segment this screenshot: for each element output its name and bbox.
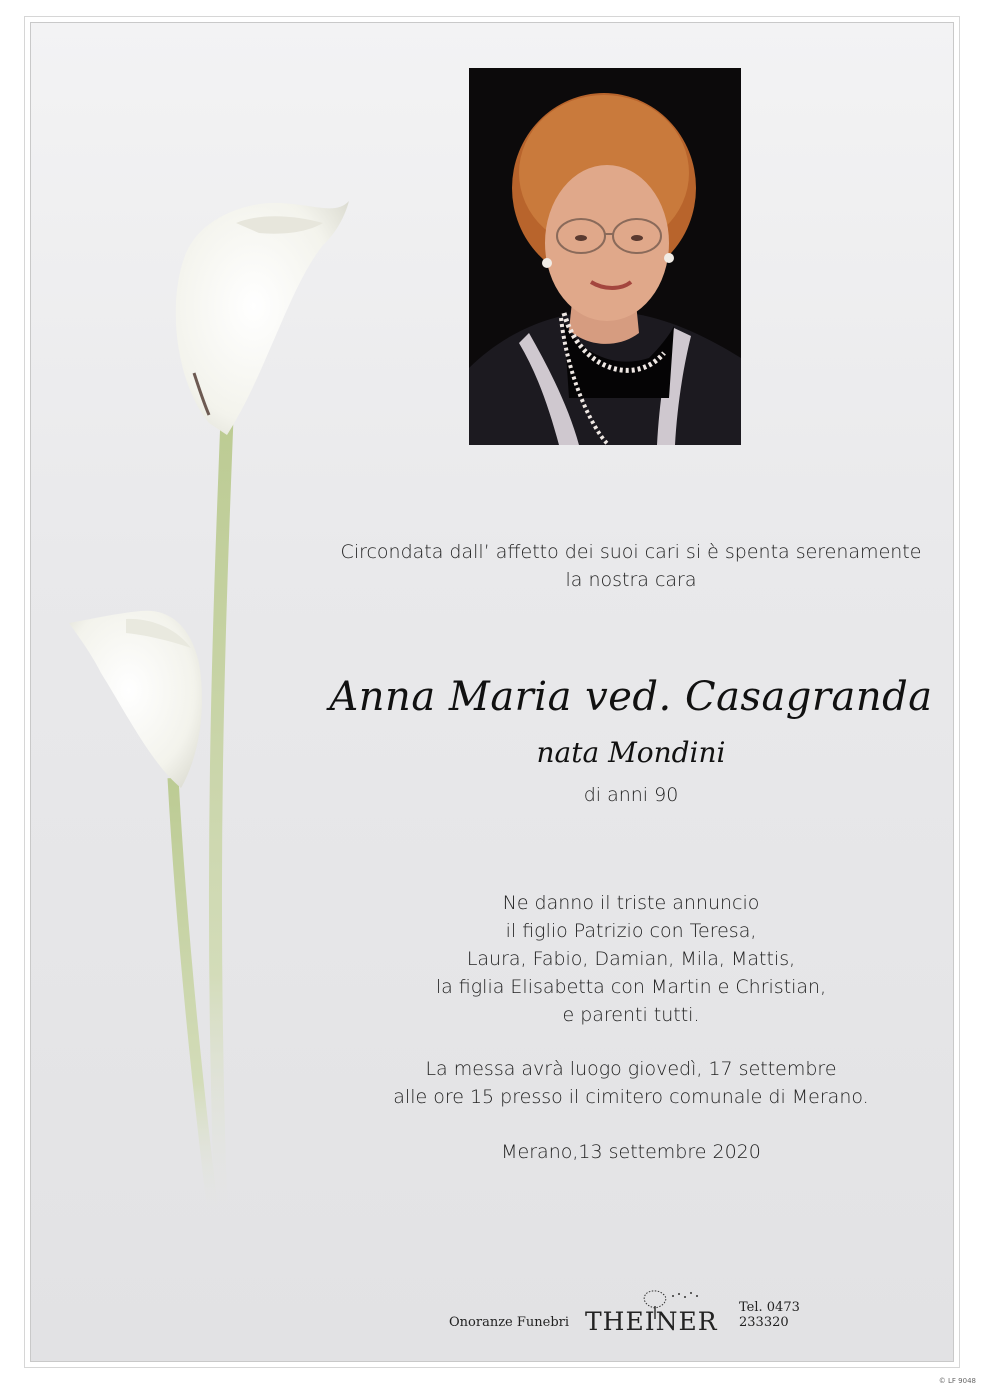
mass-line: La messa avrà luogo giovedì, 17 settembre [425,1058,837,1080]
announcement-line: la figlia Elisabetta con Martin e Christian, [435,976,827,998]
mass-text [311,1055,951,1111]
obituary-card [30,22,954,1362]
portrait-photo [469,68,741,445]
place-date: Merano,13 settembre 2020 [501,1141,761,1163]
intro-line-1: Circondata dall’ affetto dei suoi cari si è spenta serenamente [340,541,922,563]
funeral-home-footer [449,1288,849,1348]
announcement-line: il figlio Patrizio con Teresa, [505,920,757,942]
funeral-home-brand: THEINER [585,1307,718,1336]
announcement-text [311,889,951,1029]
short-stem [173,778,213,1213]
age-text: di anni 90 [583,784,679,806]
template-code: © LF 9048 [938,1377,976,1385]
footer-left-text: Onoranze Funebri [449,1315,570,1330]
small-flower [69,611,202,788]
announcement-line: e parenti tutti. [562,1004,700,1026]
announcement-line: Ne danno il triste annuncio [502,892,760,914]
intro-text [311,538,951,594]
intro-line-2: la nostra cara [565,569,697,591]
deceased-name: Anna Maria ved. Casagranda [329,674,933,720]
maiden-name: nata Mondini [536,736,726,769]
footer-phone: Tel. 0473 233320 [739,1300,800,1330]
tall-stem [215,418,227,1213]
announcement-line: Laura, Fabio, Damian, Mila, Mattis, [466,948,796,970]
mass-line: alle ore 15 presso il cimitero comunale di Merano. [393,1086,869,1108]
